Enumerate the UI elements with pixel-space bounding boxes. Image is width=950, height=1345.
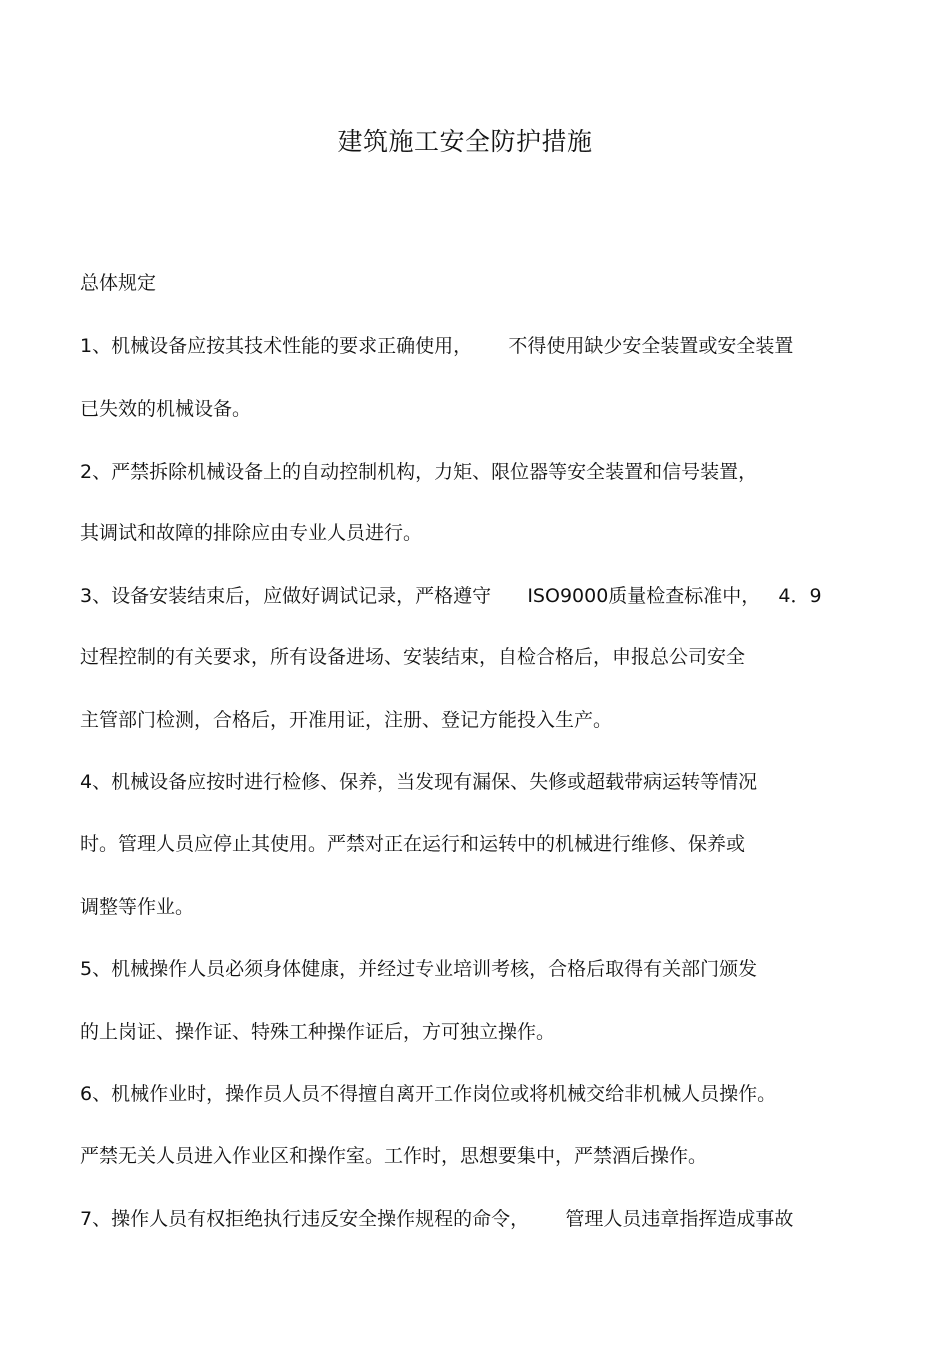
section-heading: 总体规定: [80, 272, 157, 294]
paragraph-line: 3、设备安装结束后，应做好调试记录，严格遵守 ISO9000质量检查标准中， 4．9: [80, 585, 822, 607]
paragraph-line: 的上岗证、操作证、特殊工种操作证后，方可独立操作。: [80, 1021, 556, 1043]
paragraph-line: 严禁无关人员进入作业区和操作室。工作时，思想要集中，严禁酒后操作。: [80, 1145, 708, 1167]
paragraph-line: 调整等作业。: [80, 896, 195, 918]
paragraph-line: 7、操作人员有权拒绝执行违反安全操作规程的命令， 管理人员违章指挥造成事故: [80, 1208, 794, 1230]
paragraph-line: 1、机械设备应按其技术性能的要求正确使用， 不得使用缺少安全装置或安全装置: [80, 335, 794, 357]
paragraph-line: 5、机械操作人员必须身体健康，并经过专业培训考核，合格后取得有关部门颁发: [80, 958, 758, 980]
document-title: 建筑施工安全防护措施: [337, 127, 593, 156]
paragraph-line: 6、机械作业时，操作员人员不得擅自离开工作岗位或将机械交给非机械人员操作。: [80, 1083, 777, 1105]
paragraph-line: 过程控制的有关要求，所有设备进场、安装结束，自检合格后，申报总公司安全: [80, 646, 746, 668]
paragraph-line: 时。管理人员应停止其使用。严禁对正在运行和运转中的机械进行维修、保养或: [80, 833, 746, 855]
paragraph-line: 2、严禁拆除机械设备上的自动控制机构，力矩、限位器等安全装置和信号装置，: [80, 461, 758, 483]
paragraph-line: 其调试和故障的排除应由专业人员进行。: [80, 522, 423, 544]
paragraph-line: 4、机械设备应按时进行检修、保养，当发现有漏保、失修或超载带病运转等情况: [80, 771, 758, 793]
paragraph-line: 主管部门检测，合格后，开准用证，注册、登记方能投入生产。: [80, 709, 613, 731]
paragraph-line: 已失效的机械设备。: [80, 398, 252, 420]
